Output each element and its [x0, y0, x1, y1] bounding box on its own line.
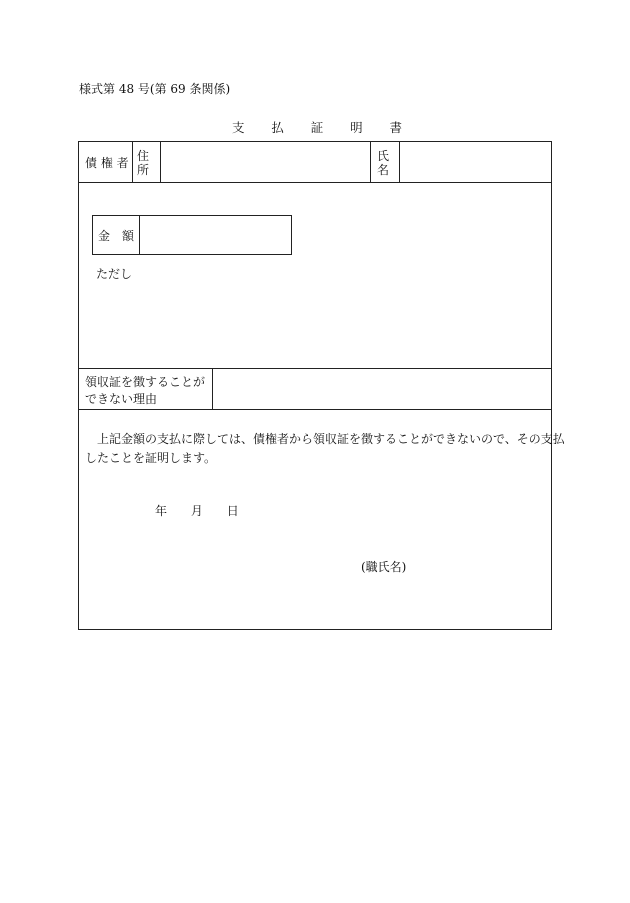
- divider: [132, 142, 133, 182]
- amount-box: [92, 215, 292, 255]
- address-field[interactable]: [161, 142, 369, 182]
- name-field[interactable]: [400, 142, 552, 182]
- proviso-field[interactable]: [139, 262, 539, 362]
- date-month: 月: [190, 504, 203, 518]
- date-year: 年: [155, 504, 168, 518]
- amount-field[interactable]: [140, 216, 291, 254]
- date-day: 日: [226, 504, 239, 518]
- official-title-label: (職氏名): [361, 560, 407, 574]
- divider: [370, 142, 371, 182]
- title-char: 証: [310, 120, 324, 135]
- creditor-label: 債 権 者: [85, 156, 129, 170]
- document-title: [232, 118, 402, 136]
- proviso-label: ただし: [96, 267, 133, 281]
- name-label: 氏 名: [377, 149, 390, 177]
- title-char: 明: [350, 120, 363, 135]
- title-char: 払: [271, 120, 284, 135]
- divider: [79, 409, 551, 410]
- reason-label: 領収証を徴することが できない理由: [85, 375, 206, 406]
- title-char: 支: [232, 120, 245, 135]
- title-char: 書: [389, 120, 402, 135]
- certification-statement: 上記金額の支払に際しては、債権者から領収証を徴することができないので、その支払 したことを証明します。: [85, 432, 565, 465]
- amount-label: 金 額: [98, 229, 135, 243]
- reason-field[interactable]: [213, 369, 551, 409]
- address-label: 住 所: [137, 149, 150, 177]
- date-line: [155, 504, 239, 518]
- form-number: 様式第 48 号(第 69 条関係): [79, 82, 231, 96]
- certificate-form-frame: [78, 141, 565, 630]
- divider: [79, 182, 551, 183]
